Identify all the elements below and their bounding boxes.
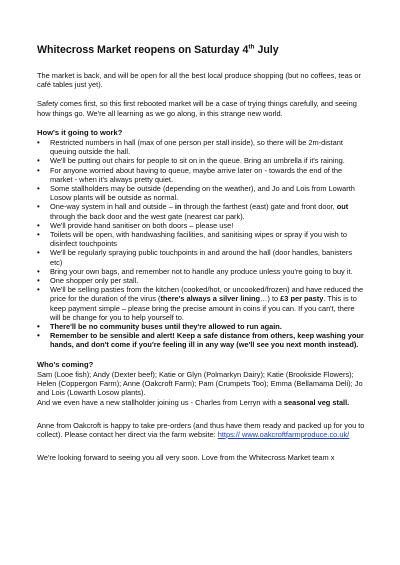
farm-website-link[interactable]: https:// www.oakcroftfarmproduce.co.uk/ [217,429,350,439]
how-heading: How's it going to work? [37,127,123,137]
preorder-text: Anne from Oakcroft is happy to take pre-orders (and thus have them ready and packed up for you to collect). Please contact her direct via the farm website: [37,420,365,439]
who-heading: Who's coming? [37,359,94,369]
preorder-paragraph [37,421,366,439]
list-item: • One shopper only per stall. [37,276,366,285]
text-run: …) to [260,294,281,304]
list-item: • Bring your own bags, and remember not to handle any produce unless you're going to buy it. [37,267,366,276]
list-item: • Restricted numbers in hall (max of one person per stall inside), so there will be 2m-distant queuing outside the hall. [37,138,366,156]
list-item: • We'll be regularly spraying public touchpoints in and around the hall (door handles, banisters etc) [37,248,366,266]
title-tail: July [254,44,279,56]
stallholder-list: Sam (Looe fish); Andy (Dexter beef); Katie or Glyn (Polmarkyn Dairy); Katie (Brookside Flowers); Helen (Coppergon Farm); Anne (Oakcroft Farm); Pam (Crumpets Too); Emma (Bellamama Deli); Jo and Lois (Lowarth Losow plants). [37,369,363,398]
list-item: • Toilets will be open, with handwashing facilities, and sanitising wipes or spray if you wish to disinfect touchpoints [37,230,366,248]
list-item: • For anyone worried about having to queue, maybe arrive later on - towards the end of the market - when it's always pretty quiet. [37,166,366,184]
text-run: . This is to keep payment simple – please bring the precise amount in coins if you can. If you can't, there will be change for you to help yourself to. [50,294,357,322]
list-item: • We'll provide hand sanitiser on both doors – please use! [37,221,366,230]
bold-run: there's always a silver lining [160,294,261,304]
title-superscript: th [248,43,255,51]
text-run: We'll be selling pasties from the kitchen (cooked/hot, or uncooked/frozen) and have reduced the price for the duration of the virus ( [50,285,364,304]
list-item [37,285,366,322]
list-item: • Some stallholders may be outside (depending on the weather), and Jo and Lois from Lowarth Losow plants will be outside as normal. [37,184,366,202]
page-title [37,44,366,57]
text-run: through the back door and the west gate (nearest car park). [50,211,245,221]
intro-paragraph: The market is back, and will be open for all the best local produce shopping (but no coffees, teas or café tables just yet). [37,71,362,90]
text-run: One-way system in hall and outside – [50,202,175,212]
list-item: • We'll be putting out chairs for people to sit on in the queue. Bring an umbrella if it's raining. [37,156,366,165]
safety-paragraph: Safety comes first, so this first rebooted market will be a case of trying things carefully, and seeing how things go. We're all learning as we go along, in this strange new world. [37,99,357,118]
how-list [37,138,366,350]
signoff-paragraph: We're looking forward to seeing you all very soon. Love from the Whitecross Market team x [37,453,335,463]
list-item [37,202,366,220]
text-run: through the farthest (east) gate and front door, [181,202,337,212]
bold-run: out [336,202,349,212]
who-paragraph [37,370,366,407]
title-text: Whitecross Market reopens on Saturday 4 [37,44,249,56]
new-stallholder-text: And we even have a new stallholder joining us - Charles from Lerryn with a [37,397,284,407]
list-item: • There'll be no community buses until they're allowed to run again. [37,322,366,331]
new-stallholder-bold: seasonal veg stall. [283,397,350,407]
bold-run: in [174,202,182,212]
list-item: • Remember to be sensible and alert! Keep a safe distance from others, keep washing your hands, and don't come if you're feeling ill in any way (we'll see you next month instead). [37,331,366,349]
bold-run: £3 per pasty [280,294,324,304]
